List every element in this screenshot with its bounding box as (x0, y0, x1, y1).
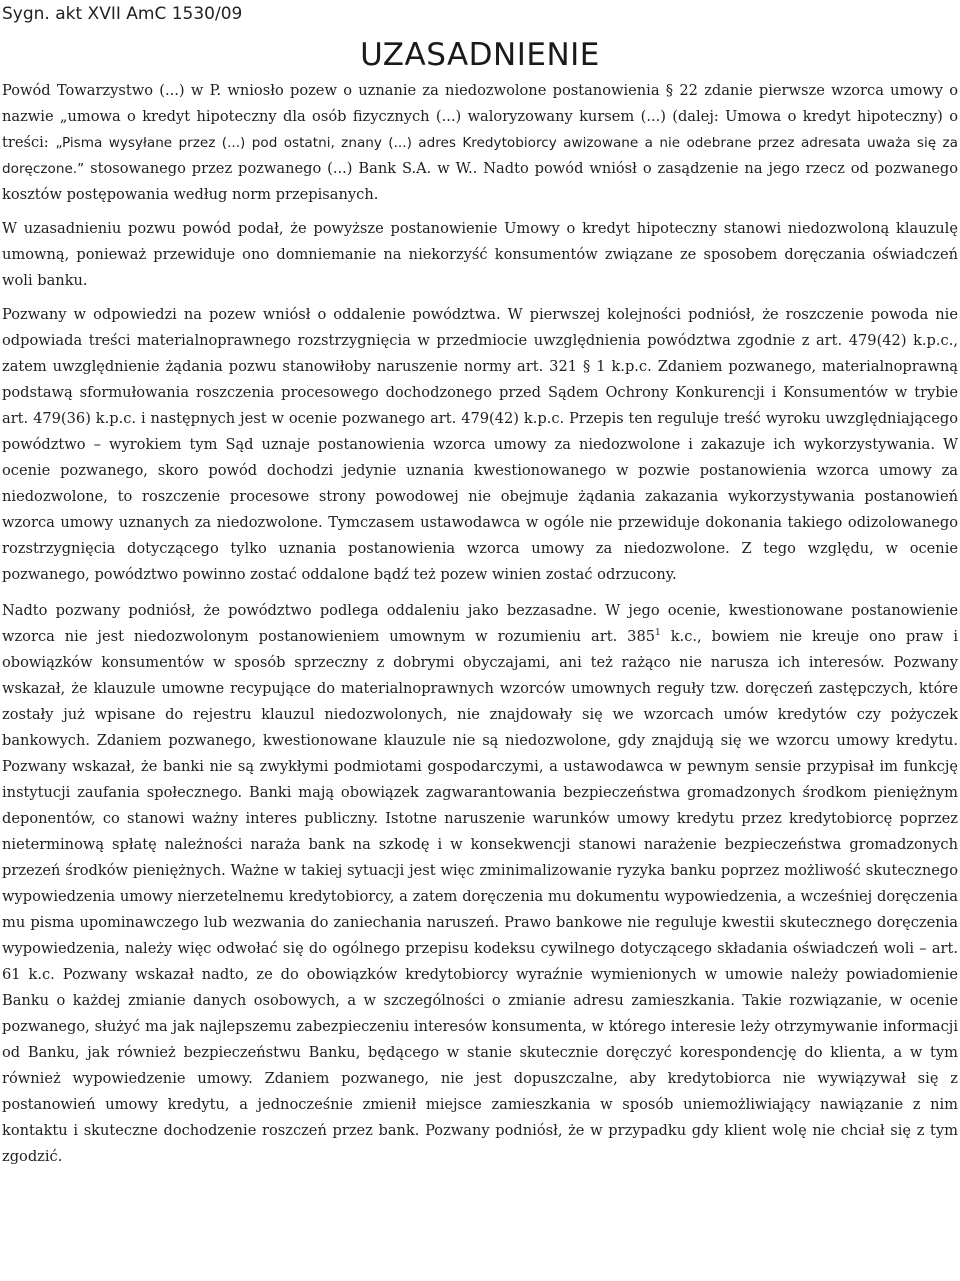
paragraph-defendant-arguments (2, 598, 958, 1170)
paragraph-defendant-arguments-text-a: Nadto pozwany podniósł, że powództwo podlega oddaleniu jako bezzasadne. W jego ocenie, kwestionowane postanowienie wzorca nie jest niedozwolonym postanowieniem umownym w rozumieniu art. 385 (2, 602, 958, 645)
paragraph-claim (2, 78, 958, 208)
case-signature: Sygn. akt XVII AmC 1530/09 (2, 4, 243, 24)
paragraph-defendant-response: Pozwany w odpowiedzi na pozew wniósł o oddalenie powództwa. W pierwszej kolejności podniósł, że roszczenie powoda nie odpowiada treści materialnoprawnego rozstrzygnięcia w przedmiocie uwzględnienia powództwa zgodnie z art. 479(42) k.p.c., zatem uwzględnienie żądania pozwu stanowiłoby naruszenie normy art. 321 § 1 k.p.c. Zdaniem pozwanego, materialnoprawną podstawą sformułowania roszczenia procesowego dochodzonego przed Sądem Ochrony Konkurencji i Konsumentów w trybie art. 479(36) k.p.c. i następnych jest w ocenie pozwanego art. 479(42) k.p.c. Przepis ten reguluje treść wyroku uwzględniającego powództwo – wyrokiem tym Sąd uznaje postanowienia wzorca umowy za niedozwolone i zakazuje ich wykorzystywania. W ocenie pozwanego, skoro powód dochodzi jedynie uznania kwestionowanego w pozwie postanowienia wzorca umowy za niedozwolone, to roszczenie procesowe strony powodowej nie obejmuje żądania zakazania wykorzystywania postanowień wzorca umowy uznanych za niedozwolone. Tymczasem ustawodawca w ogóle nie przewiduje dokonania takiego odizolowanego rozstrzygnięcia dotyczącego tylko uznania postanowienia wzorca umowy za niedozwolone. Z tego względu, w ocenie pozwanego, powództwo powinno zostać oddalone bądź też pozew winien zostać odrzucony. (2, 306, 958, 583)
paragraph-claim-text-b: stosowanego przez pozwanego (...) Bank S.A. w W.. Nadto powód wniósł o zasądzenie na jego rzecz od pozwanego kosztów postępowania według norm przepisanych. (2, 160, 958, 203)
paragraph-defendant-arguments-text-b: k.c., bowiem nie kreuje ono praw i obowiązków konsumentów w sposób sprzeczny z dobrymi obyczajami, ani też rażąco nie narusza ich interesów. Pozwany wskazał, że klauzule umowne recypujące do materialnoprawnych wzorców umownych reguły tzw. doręczeń zastępczych, które zostały już wpisane do rejestru klauzul niedozwolonych, nie znajdowały się we wzorcach umów kredytów czy pożyczek bankowych. Zdaniem pozwanego, kwestionowane klauzule nie są niedozwolone, gdy znajdują się we wzorcu umowy kredytu. Pozwany wskazał, że banki nie są zwykłymi podmiotami gospodarczymi, a ustawodawca w pewnym sensie przypisał im funkcję instytucji zaufania społecznego. Banki mają obowiązek zagwarantowania bezpieczeństwa gromadzonych środkom pieniężnym deponentów, co stanowi ważny interes publiczny. Istotne naruszenie warunków umowy kredytu przez kredytobiorcę poprzez nieterminową spłatę należności naraża bank na szkodę i w konsekwencji stanowi narażenie bezpieczeństwa gromadzonych przezeń środków pieniężnych. Ważne w takiej sytuacji jest więc zminimalizowanie ryzyka banku poprzez możliwość skutecznego wypowiedzenia umowy nierzetelnemu kredytobiorcy, a zatem doręczenia mu dokumentu wypowiedzenia, a wcześniej doręczenia mu pisma upominawczego lub wezwania do zaniechania naruszeń. Prawo bankowe nie reguluje kwestii skutecznego doręczenia wypowiedzenia, należy więc odwołać się do ogólnego przepisu kodeksu cywilnego dotyczącego składania oświadczeń woli – art. 61 k.c. Pozwany wskazał nadto, ze do obowiązków kredytobiorcy wyraźnie wymienionych w umowie należy powiadomienie Banku o każdej zmianie danych osobowych, a w szczególności o zmianie adresu zamieszkania. Takie rozwiązanie, w ocenie pozwanego, służyć ma jak najlepszemu zabezpieczeniu interesów konsumenta, w którego interesie leży otrzymywanie informacji od Banku, jak również bezpieczeństwu Banku, będącego w stanie skutecznie doręczyć korespondencję do klienta, a w tym również wypowiedzenie umowy. Zdaniem pozwanego, nie jest dopuszczalne, aby kredytobiorca nie wywiązywał się z postanowień umowy kredytu, a jednocześnie zmienił miejsce zamieszkania w sposób uniemożliwiający nawiązanie z nim kontaktu i skuteczne dochodzenie roszczeń przez bank. Pozwany podniósł, że w przypadku gdy klient wolę nie chciał się z tym zgodzić. (2, 628, 958, 1165)
paragraph-claim-text-a: Powód Towarzystwo (...) w P. wniosło pozew o uznanie za niedozwolone postanowienia § 22 zdanie pierwsze wzorca umowy o nazwie „umowa o kredyt hipoteczny dla osób fizycznych (...) waloryzowany kursem (...) (dalej: Umowa o kredyt hipoteczny) o treści: (2, 82, 958, 151)
quoted-clause: „Pisma wysyłane przez (...) pod ostatni, znany (...) adres Kredytobiorcy awizowane a nie odebrane przez adresata uważa się za doręczone.” (2, 135, 958, 177)
document-title: UZASADNIENIE (360, 37, 600, 73)
article-superscript: 1 (655, 628, 661, 638)
paragraph-justification: W uzasadnieniu pozwu powód podał, że powyższe postanowienie Umowy o kredyt hipoteczny stanowi niedozwoloną klauzulę umowną, ponieważ przewiduje ono domniemanie na niekorzyść konsumentów związane ze sposobem doręczania oświadczeń woli banku. (2, 220, 958, 289)
